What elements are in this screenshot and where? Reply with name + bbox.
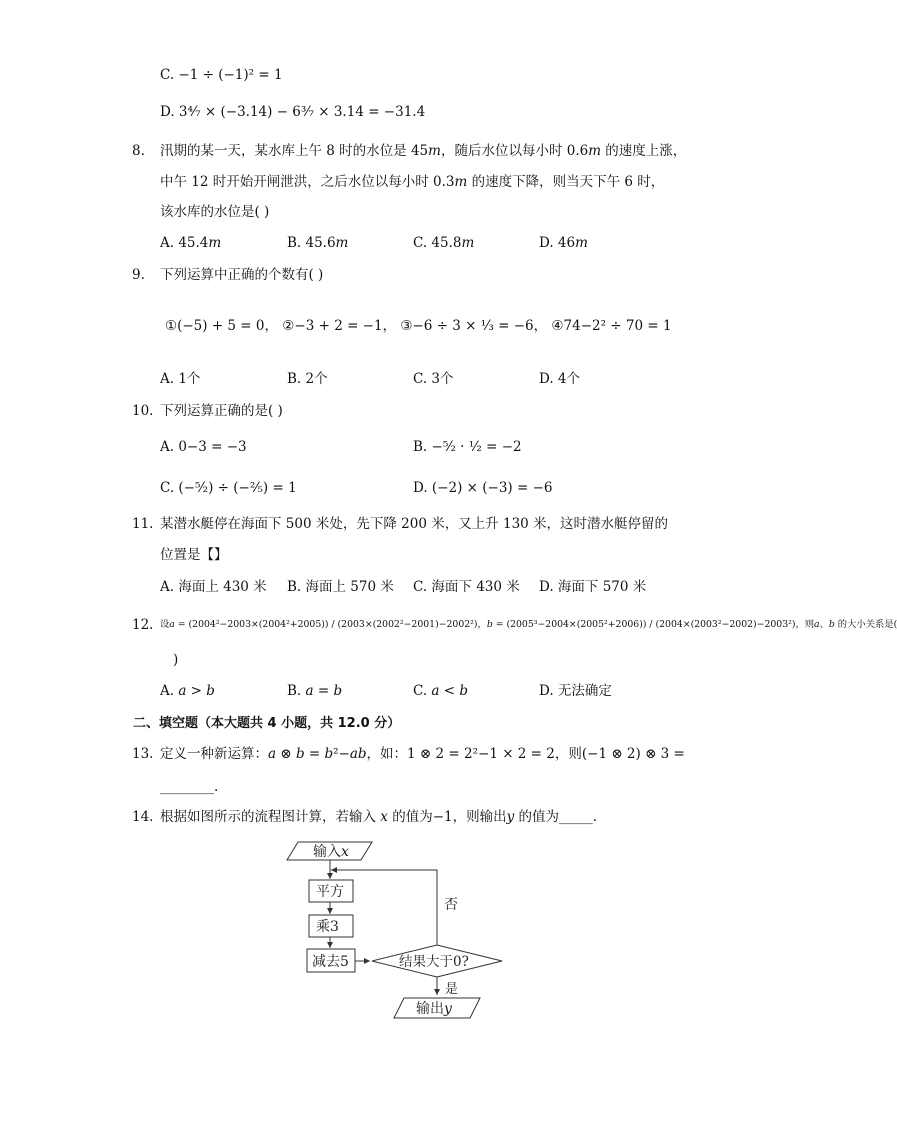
- option-a: A. 45.4𝑚: [160, 235, 222, 251]
- question-number: 10.: [132, 403, 154, 419]
- square-label: 平方: [316, 884, 344, 900]
- question-text: 该水库的水位是( ): [160, 204, 270, 220]
- option-d: D. 海面下 570 米: [539, 579, 647, 595]
- option-c: C. 45.8𝑚: [413, 235, 475, 251]
- question-number: 8.: [132, 143, 145, 159]
- option-d: D. 无法确定: [539, 683, 612, 699]
- question-text: 位置是【】: [160, 547, 228, 563]
- question-number: 9.: [132, 267, 145, 283]
- section-heading: 二、填空题（本大题共 4 小题，共 12.0 分）: [133, 716, 401, 731]
- answer-blank: ________.: [160, 779, 219, 795]
- question-text: 根据如图所示的流程图计算，若输入 𝑥 的值为−1，则输出𝑦 的值为_____.: [160, 809, 598, 825]
- math-expression: ①(−5) + 5 = 0， ②−3 + 2 = −1， ③−6 ÷ 3 × ¹⁄₃ = −6， ④74−2² ÷ 70 = 1: [165, 318, 672, 334]
- question-number: 11.: [132, 516, 154, 532]
- question-number: 12.: [132, 617, 154, 633]
- question-text: 下列运算正确的是( ): [160, 403, 283, 419]
- option-b: B. 2个: [287, 371, 328, 387]
- option-c: C. 3个: [413, 371, 454, 387]
- option-c: C. −1 ÷ (−1)² = 1: [160, 67, 283, 83]
- option-c: C. 𝑎 < 𝑏: [413, 683, 469, 699]
- question-text: 某潜水艇停在海面下 500 米处，先下降 200 米，又上升 130 米，这时潜水艇停留的: [160, 516, 669, 532]
- output-label: 输出𝑦: [416, 1001, 452, 1017]
- question-number: 13.: [132, 746, 154, 762]
- option-b: B. −⁵⁄₂ · ¹⁄₂ = −2: [413, 439, 522, 455]
- input-label: 输入𝑥: [313, 844, 349, 860]
- option-b: B. 海面上 570 米: [287, 579, 394, 595]
- no-label: 否: [444, 897, 458, 913]
- question-text: 中午 12 时开始开闸泄洪，之后水位以每小时 0.3𝑚 的速度下降，则当天下午 6 时，: [160, 174, 665, 190]
- question-text: 设𝑎 = (2004²−2003×(2004²+2005)) / (2003×(2002²−2001)−2002²)，𝑏 = (2005³−2004×(2005²+2006)) / (2004×(2003²−2002)−2003²)，则𝑎、𝑏 的大小关系是(: [160, 619, 897, 630]
- question-text: ): [173, 652, 179, 668]
- option-a: A. 0−3 = −3: [160, 439, 247, 455]
- question-text: 定义一种新运算：𝑎 ⊗ 𝑏 = 𝑏²−𝑎𝑏，如：1 ⊗ 2 = 2²−1 × 2 = 2，则(−1 ⊗ 2) ⊗ 3 =: [160, 746, 685, 762]
- option-d: D. (−2) × (−3) = −6: [413, 480, 553, 496]
- option-d: D. 46𝑚: [539, 235, 588, 251]
- option-a: A. 1个: [160, 371, 201, 387]
- decision-label: 结果大于0?: [399, 954, 469, 970]
- option-c: C. (−⁵⁄₂) ÷ (−²⁄₅) = 1: [160, 480, 297, 496]
- option-a: A. 𝑎 > 𝑏: [160, 683, 215, 699]
- option-b: B. 45.6𝑚: [287, 235, 349, 251]
- question-text: 下列运算中正确的个数有( ): [160, 267, 324, 283]
- option-d: D. 3⁴⁄₇ × (−3.14) − 6³⁄₇ × 3.14 = −31.4: [160, 104, 426, 120]
- multiply-label: 乘3: [316, 919, 339, 935]
- question-text: 汛期的某一天，某水库上午 8 时的水位是 45𝑚，随后水位以每小时 0.6𝑚 的速度上涨，: [160, 143, 687, 159]
- option-a: A. 海面上 430 米: [160, 579, 267, 595]
- option-c: C. 海面下 430 米: [413, 579, 520, 595]
- option-d: D. 4个: [539, 371, 581, 387]
- subtract-label: 减去5: [312, 954, 349, 970]
- yes-label: 是: [445, 982, 459, 997]
- question-number: 14.: [132, 809, 154, 825]
- option-b: B. 𝑎 = 𝑏: [287, 683, 343, 699]
